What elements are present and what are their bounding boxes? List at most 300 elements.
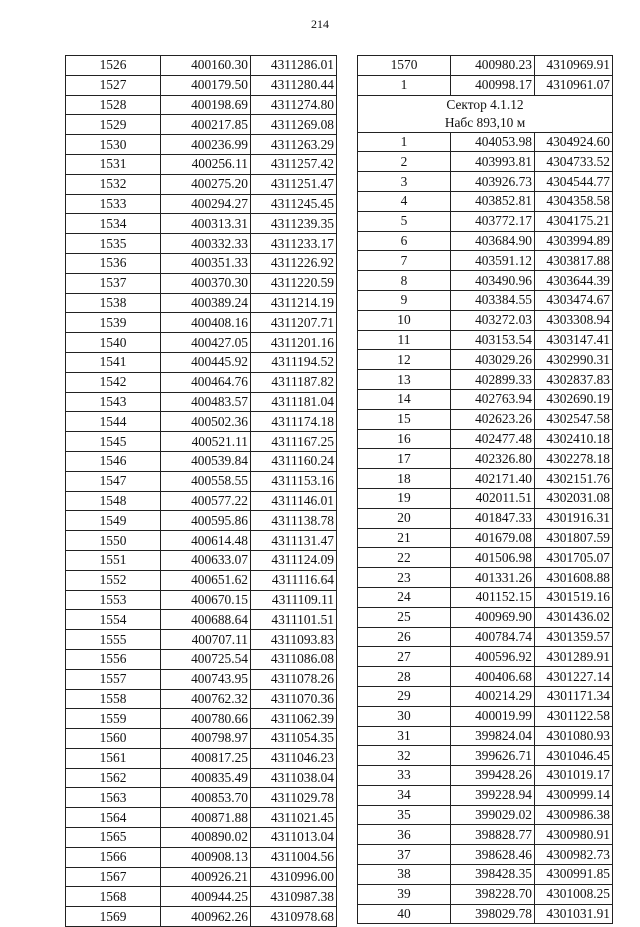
y-coordinate-cell: 4300991.85	[535, 865, 613, 885]
y-coordinate-cell: 4301359.57	[535, 627, 613, 647]
table-row	[358, 647, 613, 667]
y-coordinate-cell: 4302990.31	[535, 350, 613, 370]
point-number-cell: 1539	[66, 313, 161, 333]
y-coordinate-cell: 4301122.58	[535, 706, 613, 726]
table-row	[66, 887, 337, 907]
y-coordinate-cell: 4311220.59	[251, 273, 337, 293]
table-row	[66, 432, 337, 452]
x-coordinate-cell: 400596.92	[451, 647, 535, 667]
y-coordinate-cell: 4301608.88	[535, 568, 613, 588]
y-coordinate-cell: 4311187.82	[251, 372, 337, 392]
y-coordinate-cell: 4303644.39	[535, 271, 613, 291]
x-coordinate-cell: 403926.73	[451, 172, 535, 192]
point-number-cell: 1526	[66, 56, 161, 76]
point-number-cell: 1536	[66, 253, 161, 273]
point-number-cell: 1564	[66, 808, 161, 828]
x-coordinate-cell: 402763.94	[451, 389, 535, 409]
y-coordinate-cell: 4301080.93	[535, 726, 613, 746]
y-coordinate-cell: 4304175.21	[535, 211, 613, 231]
table-row	[358, 211, 613, 231]
table-row	[66, 392, 337, 412]
y-coordinate-cell: 4301008.25	[535, 884, 613, 904]
table-row	[358, 429, 613, 449]
table-row	[66, 570, 337, 590]
point-number-cell: 1569	[66, 907, 161, 927]
table-row	[66, 709, 337, 729]
point-number-cell: 22	[358, 548, 451, 568]
table-row	[358, 251, 613, 271]
x-coordinate-cell: 400762.32	[161, 689, 251, 709]
x-coordinate-cell: 403272.03	[451, 310, 535, 330]
y-coordinate-cell: 4301019.17	[535, 766, 613, 786]
y-coordinate-cell: 4311146.01	[251, 491, 337, 511]
point-number-cell: 8	[358, 271, 451, 291]
table-row	[66, 610, 337, 630]
y-coordinate-cell: 4304733.52	[535, 152, 613, 172]
table-row	[358, 330, 613, 350]
point-number-cell: 1535	[66, 234, 161, 254]
y-coordinate-cell: 4300999.14	[535, 785, 613, 805]
table-row	[66, 550, 337, 570]
x-coordinate-cell: 400464.76	[161, 372, 251, 392]
table-row	[358, 469, 613, 489]
y-coordinate-cell: 4310969.91	[535, 56, 613, 76]
x-coordinate-cell: 400853.70	[161, 788, 251, 808]
table-row	[66, 115, 337, 135]
point-number-cell: 1554	[66, 610, 161, 630]
y-coordinate-cell: 4311138.78	[251, 511, 337, 531]
point-number-cell: 17	[358, 449, 451, 469]
table-row	[66, 808, 337, 828]
table-row	[358, 726, 613, 746]
table-row	[66, 491, 337, 511]
table-row	[358, 370, 613, 390]
table-row	[358, 865, 613, 885]
point-number-cell: 1533	[66, 194, 161, 214]
y-coordinate-cell: 4311214.19	[251, 293, 337, 313]
x-coordinate-cell: 404053.98	[451, 132, 535, 152]
point-number-cell: 1537	[66, 273, 161, 293]
point-number-cell: 1558	[66, 689, 161, 709]
point-number-cell: 1545	[66, 432, 161, 452]
table-row	[358, 766, 613, 786]
y-coordinate-cell: 4301807.59	[535, 528, 613, 548]
point-number-cell: 1559	[66, 709, 161, 729]
y-coordinate-cell: 4310987.38	[251, 887, 337, 907]
table-row	[66, 333, 337, 353]
x-coordinate-cell: 403490.96	[451, 271, 535, 291]
table-row	[358, 350, 613, 370]
y-coordinate-cell: 4301519.16	[535, 587, 613, 607]
y-coordinate-cell: 4311274.80	[251, 95, 337, 115]
y-coordinate-cell: 4311194.52	[251, 352, 337, 372]
y-coordinate-cell: 4311181.04	[251, 392, 337, 412]
y-coordinate-cell: 4301227.14	[535, 667, 613, 687]
y-coordinate-cell: 4311239.35	[251, 214, 337, 234]
x-coordinate-cell: 400633.07	[161, 550, 251, 570]
point-number-cell: 25	[358, 607, 451, 627]
x-coordinate-cell: 400890.02	[161, 828, 251, 848]
right-coordinate-table	[357, 55, 613, 924]
x-coordinate-cell: 400926.21	[161, 867, 251, 887]
y-coordinate-cell: 4311124.09	[251, 550, 337, 570]
point-number-cell: 1532	[66, 174, 161, 194]
table-row	[66, 174, 337, 194]
x-coordinate-cell: 400817.25	[161, 748, 251, 768]
x-coordinate-cell: 400725.54	[161, 649, 251, 669]
table-row	[66, 768, 337, 788]
x-coordinate-cell: 403384.55	[451, 290, 535, 310]
y-coordinate-cell: 4301046.45	[535, 746, 613, 766]
x-coordinate-cell: 400483.57	[161, 392, 251, 412]
point-number-cell: 37	[358, 845, 451, 865]
y-coordinate-cell: 4311029.78	[251, 788, 337, 808]
x-coordinate-cell: 399029.02	[451, 805, 535, 825]
table-row	[358, 667, 613, 687]
x-coordinate-cell: 401506.98	[451, 548, 535, 568]
point-number-cell: 1538	[66, 293, 161, 313]
x-coordinate-cell: 403772.17	[451, 211, 535, 231]
y-coordinate-cell: 4302690.19	[535, 389, 613, 409]
table-row	[66, 95, 337, 115]
x-coordinate-cell: 400275.20	[161, 174, 251, 194]
y-coordinate-cell: 4311013.04	[251, 828, 337, 848]
x-coordinate-cell: 400980.23	[451, 56, 535, 76]
table-row	[66, 669, 337, 689]
x-coordinate-cell: 402171.40	[451, 469, 535, 489]
sector-height: Набс 893,10 м	[444, 114, 526, 130]
table-row	[358, 805, 613, 825]
x-coordinate-cell: 403591.12	[451, 251, 535, 271]
x-coordinate-cell: 400908.13	[161, 847, 251, 867]
x-coordinate-cell: 400539.84	[161, 451, 251, 471]
x-coordinate-cell: 402011.51	[451, 488, 535, 508]
point-number-cell: 15	[358, 409, 451, 429]
point-number-cell: 40	[358, 904, 451, 924]
x-coordinate-cell: 400707.11	[161, 630, 251, 650]
y-coordinate-cell: 4311021.45	[251, 808, 337, 828]
x-coordinate-cell: 400406.68	[451, 667, 535, 687]
y-coordinate-cell: 4311054.35	[251, 729, 337, 749]
point-number-cell: 1530	[66, 135, 161, 155]
point-number-cell: 31	[358, 726, 451, 746]
x-coordinate-cell: 400670.15	[161, 590, 251, 610]
x-coordinate-cell: 400019.99	[451, 706, 535, 726]
point-number-cell: 16	[358, 429, 451, 449]
point-number-cell: 1549	[66, 511, 161, 531]
y-coordinate-cell: 4302151.76	[535, 469, 613, 489]
x-coordinate-cell: 400427.05	[161, 333, 251, 353]
y-coordinate-cell: 4311245.45	[251, 194, 337, 214]
table-row	[66, 788, 337, 808]
table-row	[66, 352, 337, 372]
x-coordinate-cell: 399626.71	[451, 746, 535, 766]
x-coordinate-cell: 400217.85	[161, 115, 251, 135]
y-coordinate-cell: 4301171.34	[535, 686, 613, 706]
point-number-cell: 13	[358, 370, 451, 390]
x-coordinate-cell: 403153.54	[451, 330, 535, 350]
y-coordinate-cell: 4311109.11	[251, 590, 337, 610]
table-row	[66, 412, 337, 432]
x-coordinate-cell: 400160.30	[161, 56, 251, 76]
x-coordinate-cell: 402623.26	[451, 409, 535, 429]
table-row	[358, 271, 613, 291]
point-number-cell: 1551	[66, 550, 161, 570]
table-row	[358, 587, 613, 607]
x-coordinate-cell: 400651.62	[161, 570, 251, 590]
y-coordinate-cell: 4311093.83	[251, 630, 337, 650]
point-number-cell: 21	[358, 528, 451, 548]
point-number-cell: 1563	[66, 788, 161, 808]
table-row	[358, 548, 613, 568]
x-coordinate-cell: 403029.26	[451, 350, 535, 370]
x-coordinate-cell: 401847.33	[451, 508, 535, 528]
point-number-cell: 1534	[66, 214, 161, 234]
table-row	[66, 689, 337, 709]
y-coordinate-cell: 4311263.29	[251, 135, 337, 155]
point-number-cell: 1556	[66, 649, 161, 669]
table-row	[66, 630, 337, 650]
table-row	[358, 825, 613, 845]
y-coordinate-cell: 4302837.83	[535, 370, 613, 390]
point-number-cell: 1567	[66, 867, 161, 887]
x-coordinate-cell: 398228.70	[451, 884, 535, 904]
point-number-cell: 1	[358, 132, 451, 152]
table-row	[66, 273, 337, 293]
point-number-cell: 32	[358, 746, 451, 766]
point-number-cell: 1547	[66, 471, 161, 491]
point-number-cell: 1546	[66, 451, 161, 471]
y-coordinate-cell: 4304924.60	[535, 132, 613, 152]
table-row	[358, 508, 613, 528]
x-coordinate-cell: 403852.81	[451, 191, 535, 211]
x-coordinate-cell: 400214.29	[451, 686, 535, 706]
table-row	[66, 75, 337, 95]
x-coordinate-cell: 403993.81	[451, 152, 535, 172]
y-coordinate-cell: 4311131.47	[251, 531, 337, 551]
point-number-cell: 1531	[66, 154, 161, 174]
point-number-cell: 23	[358, 568, 451, 588]
table-row	[66, 590, 337, 610]
table-row	[66, 867, 337, 887]
table-row	[358, 528, 613, 548]
point-number-cell: 1543	[66, 392, 161, 412]
table-row	[358, 191, 613, 211]
x-coordinate-cell: 403684.90	[451, 231, 535, 251]
table-row	[66, 847, 337, 867]
table-row	[358, 607, 613, 627]
y-coordinate-cell: 4311046.23	[251, 748, 337, 768]
x-coordinate-cell: 400871.88	[161, 808, 251, 828]
table-row	[358, 627, 613, 647]
x-coordinate-cell: 400445.92	[161, 352, 251, 372]
y-coordinate-cell: 4301705.07	[535, 548, 613, 568]
table-row	[358, 884, 613, 904]
y-coordinate-cell: 4301916.31	[535, 508, 613, 528]
table-row	[358, 746, 613, 766]
point-number-cell: 18	[358, 469, 451, 489]
y-coordinate-cell: 4311257.42	[251, 154, 337, 174]
x-coordinate-cell: 400798.97	[161, 729, 251, 749]
table-row	[358, 231, 613, 251]
point-number-cell: 4	[358, 191, 451, 211]
point-number-cell: 1565	[66, 828, 161, 848]
table-row	[358, 75, 613, 95]
point-number-cell: 1540	[66, 333, 161, 353]
y-coordinate-cell: 4301436.02	[535, 607, 613, 627]
point-number-cell: 9	[358, 290, 451, 310]
point-number-cell: 28	[358, 667, 451, 687]
y-coordinate-cell: 4303817.88	[535, 251, 613, 271]
y-coordinate-cell: 4311070.36	[251, 689, 337, 709]
point-number-cell: 11	[358, 330, 451, 350]
y-coordinate-cell: 4303994.89	[535, 231, 613, 251]
point-number-cell: 1528	[66, 95, 161, 115]
y-coordinate-cell: 4311160.24	[251, 451, 337, 471]
y-coordinate-cell: 4310996.00	[251, 867, 337, 887]
x-coordinate-cell: 400294.27	[161, 194, 251, 214]
table-row	[66, 748, 337, 768]
point-number-cell: 19	[358, 488, 451, 508]
y-coordinate-cell: 4310961.07	[535, 75, 613, 95]
x-coordinate-cell: 401679.08	[451, 528, 535, 548]
y-coordinate-cell: 4302031.08	[535, 488, 613, 508]
table-row	[66, 234, 337, 254]
x-coordinate-cell: 400236.99	[161, 135, 251, 155]
x-coordinate-cell: 399824.04	[451, 726, 535, 746]
x-coordinate-cell: 400351.33	[161, 253, 251, 273]
table-row	[358, 686, 613, 706]
point-number-cell: 26	[358, 627, 451, 647]
y-coordinate-cell: 4311167.25	[251, 432, 337, 452]
y-coordinate-cell: 4311062.39	[251, 709, 337, 729]
point-number-cell: 1544	[66, 412, 161, 432]
x-coordinate-cell: 400313.31	[161, 214, 251, 234]
x-coordinate-cell: 402899.33	[451, 370, 535, 390]
page-number: 214	[311, 17, 329, 31]
point-number-cell: 1529	[66, 115, 161, 135]
x-coordinate-cell: 400614.48	[161, 531, 251, 551]
y-coordinate-cell: 4311101.51	[251, 610, 337, 630]
x-coordinate-cell: 400743.95	[161, 669, 251, 689]
y-coordinate-cell: 4311078.26	[251, 669, 337, 689]
y-coordinate-cell: 4311086.08	[251, 649, 337, 669]
x-coordinate-cell: 399428.26	[451, 766, 535, 786]
y-coordinate-cell: 4310978.68	[251, 907, 337, 927]
y-coordinate-cell: 4311004.56	[251, 847, 337, 867]
x-coordinate-cell: 398628.46	[451, 845, 535, 865]
x-coordinate-cell: 400577.22	[161, 491, 251, 511]
x-coordinate-cell: 400998.17	[451, 75, 535, 95]
x-coordinate-cell: 400521.11	[161, 432, 251, 452]
table-row	[66, 649, 337, 669]
y-coordinate-cell: 4311116.64	[251, 570, 337, 590]
point-number-cell: 27	[358, 647, 451, 667]
x-coordinate-cell: 398428.35	[451, 865, 535, 885]
y-coordinate-cell: 4311226.92	[251, 253, 337, 273]
x-coordinate-cell: 402477.48	[451, 429, 535, 449]
point-number-cell: 33	[358, 766, 451, 786]
point-number-cell: 1557	[66, 669, 161, 689]
point-number-cell: 10	[358, 310, 451, 330]
point-number-cell: 6	[358, 231, 451, 251]
point-number-cell: 3	[358, 172, 451, 192]
x-coordinate-cell: 398828.77	[451, 825, 535, 845]
table-row	[358, 389, 613, 409]
y-coordinate-cell: 4303308.94	[535, 310, 613, 330]
y-coordinate-cell: 4301289.91	[535, 647, 613, 667]
point-number-cell: 30	[358, 706, 451, 726]
table-row	[66, 372, 337, 392]
point-number-cell: 39	[358, 884, 451, 904]
y-coordinate-cell: 4311269.08	[251, 115, 337, 135]
table-row	[358, 310, 613, 330]
point-number-cell: 1541	[66, 352, 161, 372]
x-coordinate-cell: 400558.55	[161, 471, 251, 491]
x-coordinate-cell: 400332.33	[161, 234, 251, 254]
table-row	[66, 135, 337, 155]
y-coordinate-cell: 4311153.16	[251, 471, 337, 491]
x-coordinate-cell: 400780.66	[161, 709, 251, 729]
table-row	[358, 845, 613, 865]
point-number-cell: 1527	[66, 75, 161, 95]
point-number-cell: 1570	[358, 56, 451, 76]
x-coordinate-cell: 401152.15	[451, 587, 535, 607]
y-coordinate-cell: 4303474.67	[535, 290, 613, 310]
table-row	[358, 568, 613, 588]
point-number-cell: 1552	[66, 570, 161, 590]
point-number-cell: 36	[358, 825, 451, 845]
y-coordinate-cell: 4311038.04	[251, 768, 337, 788]
point-number-cell: 1555	[66, 630, 161, 650]
point-number-cell: 35	[358, 805, 451, 825]
table-row	[358, 449, 613, 469]
y-coordinate-cell: 4302278.18	[535, 449, 613, 469]
point-number-cell: 1542	[66, 372, 161, 392]
table-row	[66, 154, 337, 174]
x-coordinate-cell: 400962.26	[161, 907, 251, 927]
sector-header-row	[358, 95, 613, 132]
table-row	[358, 409, 613, 429]
sector-title: Сектор 4.1.12	[446, 96, 524, 112]
point-number-cell: 1566	[66, 847, 161, 867]
point-number-cell: 1553	[66, 590, 161, 610]
y-coordinate-cell: 4311174.18	[251, 412, 337, 432]
sector-header-cell	[358, 95, 613, 132]
point-number-cell: 34	[358, 785, 451, 805]
table-row	[66, 531, 337, 551]
x-coordinate-cell: 400944.25	[161, 887, 251, 907]
y-coordinate-cell: 4311251.47	[251, 174, 337, 194]
point-number-cell: 14	[358, 389, 451, 409]
y-coordinate-cell: 4301031.91	[535, 904, 613, 924]
x-coordinate-cell: 402326.80	[451, 449, 535, 469]
y-coordinate-cell: 4302410.18	[535, 429, 613, 449]
table-row	[66, 293, 337, 313]
point-number-cell: 7	[358, 251, 451, 271]
table-row	[358, 706, 613, 726]
table-row	[66, 56, 337, 76]
point-number-cell: 1561	[66, 748, 161, 768]
y-coordinate-cell: 4300980.91	[535, 825, 613, 845]
x-coordinate-cell: 399228.94	[451, 785, 535, 805]
table-row	[358, 290, 613, 310]
y-coordinate-cell: 4311280.44	[251, 75, 337, 95]
x-coordinate-cell: 400198.69	[161, 95, 251, 115]
table-row	[66, 451, 337, 471]
table-row	[66, 511, 337, 531]
x-coordinate-cell: 400179.50	[161, 75, 251, 95]
